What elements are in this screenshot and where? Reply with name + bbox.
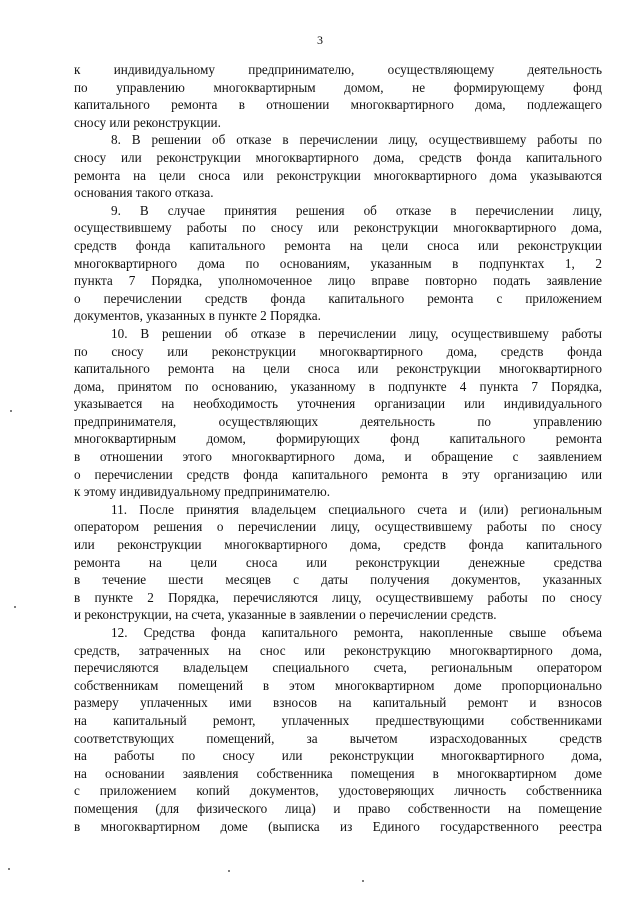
scan-speck [228,870,230,872]
text-line: собственникам помещений в этом многоквартирном доме пропорционально [74,677,602,693]
text-line: или реконструкции многоквартирного дома, средств фонда капитального [74,537,602,553]
text-line: помещения (для физического лица) и право собственности на помещение [74,800,602,816]
text-line: в многоквартирном доме (выписка из Единого государственного реестра [74,818,602,834]
scan-speck [10,410,12,412]
page-number: 3 [317,33,323,47]
text-line: сносу или реконструкции. [74,114,221,130]
text-line: средств, затраченных на снос или реконструкцию многоквартирного дома, [74,642,602,658]
text-line: соответствующих помещений, за вычетом израсходованных средств [74,730,602,746]
text-line: в течение шести месяцев с даты получения документов, указанных [74,572,602,588]
scan-speck [8,868,10,870]
text-line: на работы по сносу или реконструкции многоквартирного дома, [74,748,602,764]
text-line: на основании заявления собственника помещения в многоквартирном доме [74,765,602,781]
text-line: капитального ремонта на цели сноса или реконструкции многоквартирного [74,361,602,377]
text-line: основания такого отказа. [74,185,214,201]
text-line: перечисляются владельцем специального счета, региональным оператором [74,660,602,676]
text-line: 11. После принятия владельцем специального счета и (или) региональным [111,501,602,517]
text-line: предпринимателя, осуществляющих деятельность по управлению [74,413,602,429]
text-line: документов, указанных в пункте 2 Порядка. [74,308,321,324]
text-line: оператором решения о перечислении лицу, осуществившему работы по сносу [74,519,602,535]
text-line: по управлению многоквартирным домом, не формирующему фонд [74,79,602,95]
text-line: дома, принятом по основанию, указанному в подпункте 4 пункта 7 Порядка, [74,378,602,394]
text-line: о перечислении средств фонда капитального ремонта в эту организацию или [74,466,602,482]
text-line: ремонта на цели сноса или реконструкции многоквартирного дома указываются [74,167,602,183]
text-line: 8. В решении об отказе в перечислении лицу, осуществившему работы по [111,132,602,148]
text-line: 12. Средства фонда капитального ремонта, накопленные свыше объема [111,625,602,640]
text-line: и реконструкции, на счета, указанные в заявлении о перечислении средств. [74,607,497,623]
text-line: сносу или реконструкции многоквартирного дома, средств фонда капитального [74,149,602,165]
text-line: осуществившему работы по сносу или реконструкции многоквартирного дома, [74,220,602,236]
scan-speck [362,880,364,882]
text-line: многоквартирного дома по основаниям, указанным в подпунктах 1, 2 [74,255,602,271]
text-line: указывается на необходимость уточнения организации или индивидуального [74,396,602,412]
text-line: к индивидуальному предпринимателю, осуществляющему деятельность [74,62,602,77]
text-line: на капитальный ремонт, уплаченных предшествующими собственниками [74,712,602,728]
text-line: размеру уплаченных ими взносов на капитальный ремонт и взносов [74,695,602,711]
text-line: капитального ремонта в отношении многоквартирного дома, подлежащего [74,97,602,113]
text-line: с приложением копий документов, удостоверяющих личность собственника [74,783,602,799]
document-body [74,61,602,835]
text-line: многоквартирным домом, формирующих фонд капитального ремонта [74,431,602,447]
text-line: 10. В решении об отказе в перечислении лицу, осуществившему работы [111,325,602,341]
text-line: пункта 7 Порядка, уполномоченное лицо вправе повторно подать заявление [74,273,602,289]
text-line: в отношении этого многоквартирного дома, и обращение с заявлением [74,449,602,465]
scan-speck [14,606,16,608]
text-line: 9. В случае принятия решения об отказе в перечислении лицу, [111,202,602,218]
text-line: средств фонда капитального ремонта на цели сноса или реконструкции [74,237,602,253]
text-line: по сносу или реконструкции многоквартирного дома, средств фонда [74,343,602,359]
text-line: ремонта на цели сноса или реконструкции денежные средства [74,554,602,570]
text-line: о перечислении средств фонда капитального ремонта с приложением [74,290,602,306]
text-line: в пункте 2 Порядка, перечисляются лицу, осуществившему работы по сносу [74,589,602,605]
text-line: к этому индивидуальному предпринимателю. [74,484,331,500]
